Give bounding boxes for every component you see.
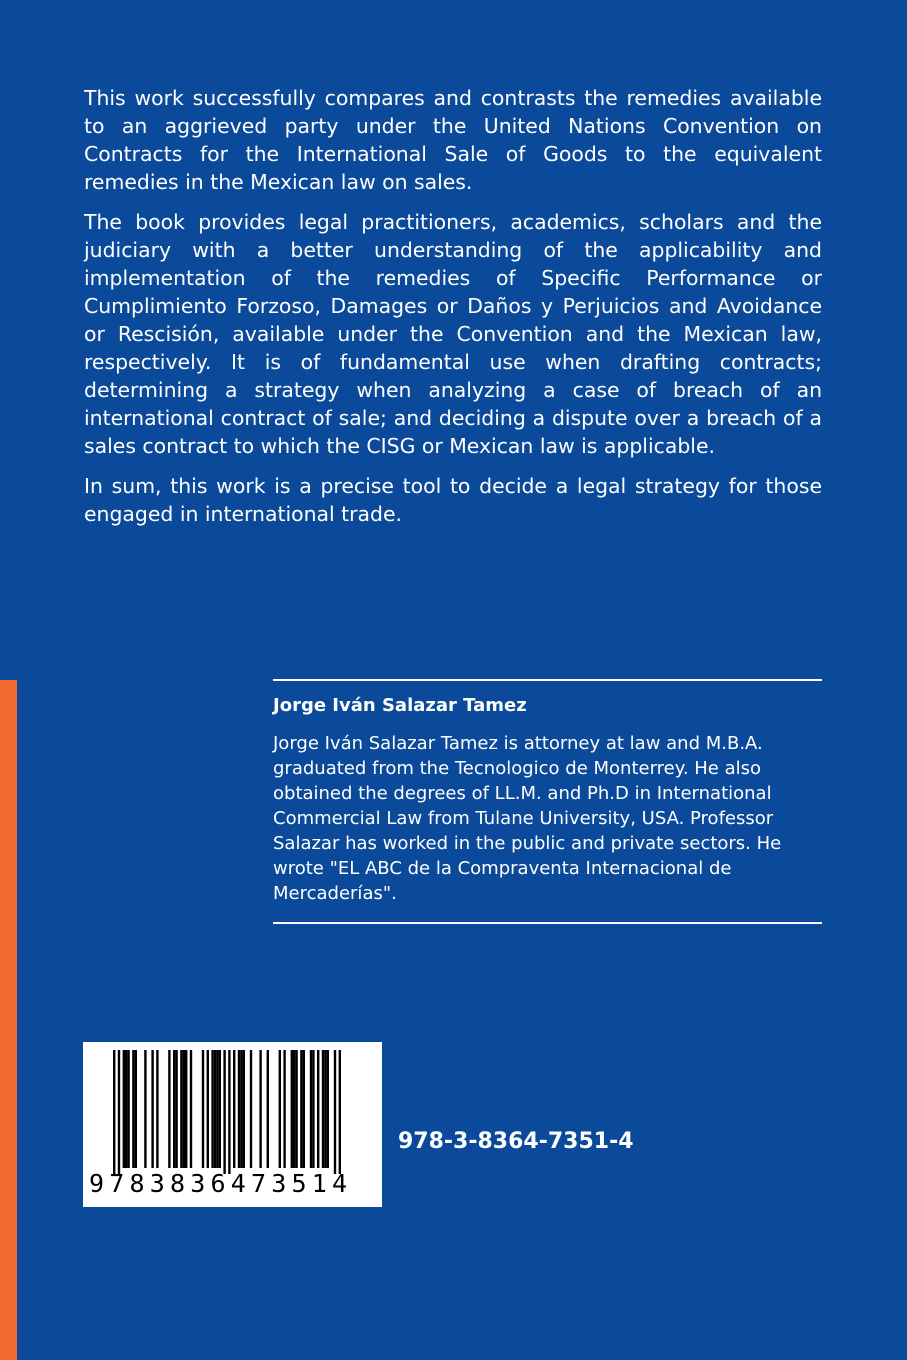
barcode-bar — [202, 1050, 204, 1168]
barcode-bar — [334, 1050, 336, 1174]
barcode-bar — [279, 1050, 281, 1168]
barcode-bar — [173, 1050, 175, 1168]
barcode-bar — [250, 1050, 252, 1168]
barcode-bar — [293, 1050, 295, 1168]
author-name: Jorge Iván Salazar Tamez — [273, 695, 527, 716]
barcode-bar — [216, 1050, 218, 1168]
barcode-bar — [310, 1050, 312, 1168]
barcode-bar — [339, 1050, 341, 1174]
barcode-bars — [83, 1042, 382, 1174]
barcode-bar — [118, 1050, 120, 1174]
barcode-bar — [113, 1050, 115, 1174]
barcode-bar — [214, 1050, 216, 1168]
barcode-bar — [317, 1050, 319, 1168]
barcode-bar — [312, 1050, 314, 1168]
barcode-digits: 9783836473514 — [89, 1169, 353, 1198]
barcode-bar — [291, 1050, 293, 1168]
barcode-bar — [180, 1050, 182, 1168]
barcode-bar — [132, 1050, 134, 1168]
book-description — [84, 84, 822, 540]
barcode-bar — [228, 1050, 230, 1174]
barcode-bar — [324, 1050, 326, 1168]
isbn-number: 978-3-8364-7351-4 — [398, 1129, 634, 1154]
barcode-bar — [156, 1050, 158, 1168]
barcode-bar — [238, 1050, 240, 1168]
barcode-bar — [259, 1050, 261, 1168]
barcode-bar — [233, 1050, 235, 1168]
barcode-bar — [303, 1050, 305, 1168]
barcode-bar — [144, 1050, 146, 1168]
barcode-bar — [123, 1050, 125, 1168]
description-paragraph-1: This work successfully compares and contrasts the remedies available to an aggrieved party under the United Nations Convention on Contracts for the International Sale of Goods to the equivalent remedies in the Mexican law on sales. — [84, 86, 822, 194]
isbn-barcode — [83, 1042, 382, 1207]
barcode-bar — [243, 1050, 245, 1168]
orange-accent-bar — [0, 680, 17, 1360]
barcode-bar — [175, 1050, 177, 1168]
description-paragraph-2: The book provides legal practitioners, academics, scholars and the judiciary with a better understanding of the applicability and implementation of the remedies of Specific Performance or Cumplimiento Forzoso, Damages or Daños y Perjuicios and Avoidance or Rescisión, available under the Convention and the Mexican law, respectively. It is of fundamental use when drafting contracts; determining a strategy when analyzing a case of breach of an international contract of sale; and deciding a dispute over a breach of a sales contract to which the CISG or Mexican law is applicable. — [84, 210, 822, 458]
barcode-bar — [267, 1050, 269, 1168]
barcode-bar — [283, 1050, 285, 1168]
barcode-bar — [168, 1050, 170, 1168]
barcode-bar — [223, 1050, 225, 1174]
barcode-bar — [300, 1050, 302, 1168]
description-paragraph-3: In sum, this work is a precise tool to decide a legal strategy for those engaged in international trade. — [84, 474, 822, 526]
barcode-bar — [151, 1050, 153, 1168]
author-bio: Jorge Iván Salazar Tamez is attorney at law and M.B.A. graduated from the Tecnologico de Monterrey. He also obtained the degrees of LL.M. and Ph.D in International Commercial Law from Tulane University, USA. Professor Salazar has worked in the public and private sectors. He wrote "EL ABC de la Compraventa Internacional de Mercaderías". — [273, 733, 782, 904]
barcode-bar — [125, 1050, 127, 1168]
barcode-bar — [135, 1050, 137, 1168]
barcode-bar — [219, 1050, 221, 1168]
barcode-bar — [190, 1050, 192, 1168]
barcode-bar — [322, 1050, 324, 1168]
barcode-bar — [185, 1050, 187, 1168]
barcode-bar — [295, 1050, 297, 1168]
barcode-bar — [207, 1050, 209, 1168]
barcode-bar — [127, 1050, 129, 1168]
barcode-bar — [240, 1050, 242, 1168]
barcode-bar — [327, 1050, 329, 1168]
barcode-bar — [183, 1050, 185, 1168]
barcode-bar — [211, 1050, 213, 1168]
author-section — [273, 679, 822, 924]
